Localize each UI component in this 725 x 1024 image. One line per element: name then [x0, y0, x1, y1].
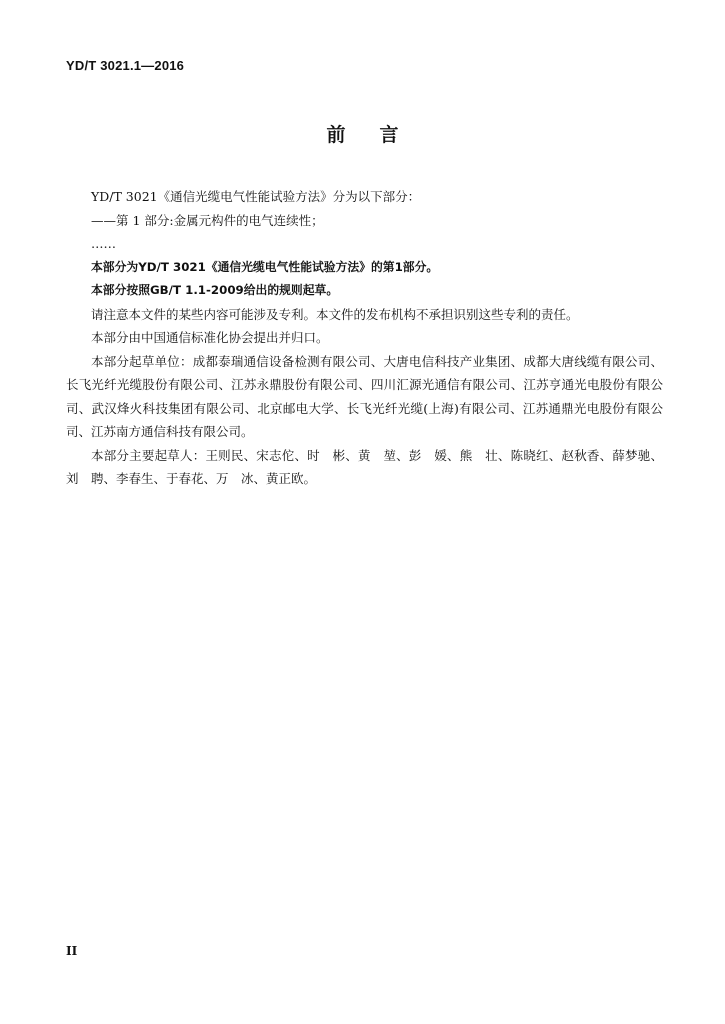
page-title: 前言 — [326, 124, 433, 146]
paragraph-drafting-rules: 本部分按照GB/T 1.1-2009给出的规则起草。 — [91, 283, 339, 297]
paragraph-drafting-units: 本部分起草单位：成都泰瑞通信设备检测有限公司、大唐电信科技产业集团、成都大唐线缆有限公司、长飞光纤光缆股份有限公司、江苏永鼎股份有限公司、四川汇源光通信有限公司、江苏亨通光电股份有限公司、武汉烽火科技集团有限公司、北京邮电大学、长飞光纤光缆(上海)有限公司、江苏通鼎光电股份有限公司、江苏南方通信科技有限公司。 — [66, 353, 663, 439]
document-code: YD/T 3021.1—2016 — [66, 58, 185, 73]
paragraph-proposed-by: 本部分由中国通信标准化协会提出并归口。 — [91, 330, 329, 345]
paragraph-patent-notice: 请注意本文件的某些内容可能涉及专利。本文件的发布机构不承担识别这些专利的责任。 — [91, 306, 579, 322]
page-number: II — [66, 944, 78, 958]
paragraph-this-part: 本部分为YD/T 3021《通信光缆电气性能试验方法》的第1部分。 — [91, 259, 439, 274]
paragraph-series-intro: YD/T 3021《通信光缆电气性能试验方法》分为以下部分： — [91, 189, 421, 204]
paragraph-part-1: ——第 1 部分:金属元构件的电气连续性； — [91, 212, 324, 228]
foreword-body — [66, 185, 663, 491]
paragraph-drafters: 本部分主要起草人：王则民、宋志佗、时 彬、黄 堃、彭 媛、熊 壮、陈晓红、赵秋香、薛梦驰、刘 聘、李春生、于春花、万 冰、黄正欧。 — [66, 447, 663, 486]
paragraph-ellipsis: …… — [91, 236, 116, 251]
